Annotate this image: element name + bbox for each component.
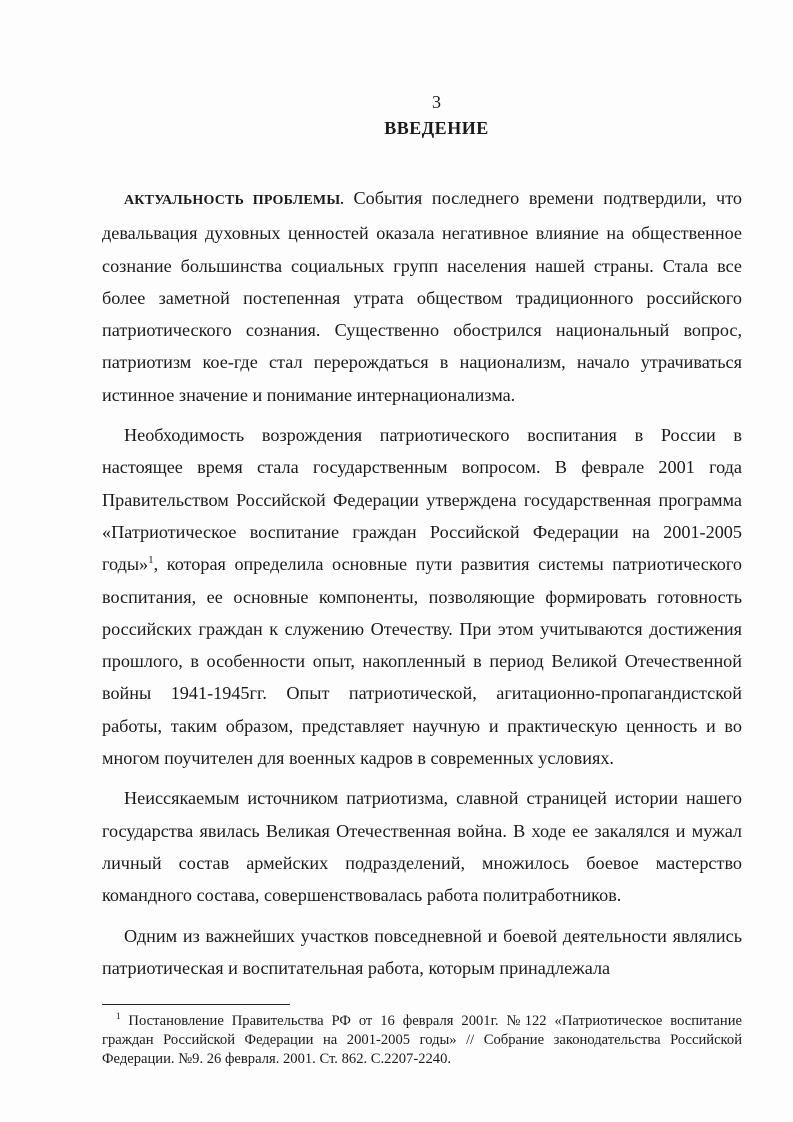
paragraph-3 [102,782,742,911]
footnote-reference: 1 [148,554,154,567]
footnote-mark: 1 [116,1011,121,1022]
paragraph-2-text-b: , которая определила основные пути развития системы патриотического воспитания, ее основные компоненты, позволяющие формировать готовность российских граждан к служению Отечеству. При этом учитываются достижения прошлого, в особенности опыт, накопленный в период Великой Отечественной войны 1941-1945гг. Опыт патриотической, агитационно-пропагандистской работы, таким образом, представляет научную и практическую ценность и во многом поучителен для военных кадров в современных условиях. [102,554,742,769]
paragraph-2-text-a: Необходимость возрождения патриотического воспитания в России в настоящее время стала государственным вопросом. В феврале 2001 года Правительством Российской Федерации утверждена государственная программа «Патриотическое воспитание граждан Российской Федерации на 2001-2005 годы» [102,425,742,575]
paragraph-1 [102,182,742,411]
body-text [102,182,742,992]
section-lead-heading: АКТУАЛЬНОСТЬ ПРОБЛЕМЫ. [124,193,344,208]
paragraph-3-text: Неиссякаемым источником патриотизма, славной страницей истории нашего государства явилась Великая Отечественная война. В ходе ее закалялся и мужал личный состав армейских подразделений, множилось боевое мастерство командного состава, совершенствовалась работа политработников. [102,788,742,906]
paragraph-2 [102,419,742,774]
footnote-separator [102,1004,290,1005]
paragraph-4-text: Одним из важнейших участков повседневной и боевой деятельности являлись патриотическая и воспитательная работа, которым принадлежала [102,925,742,978]
page-title: ВВЕДЕНИЕ [384,118,489,138]
paragraph-1-text: События последнего времени подтвердили, что девальвация духовных ценностей оказала негативное влияние на общественное сознание большинства социальных групп населения нашей страны. Стала все более заметной постепенная утрата обществом традиционного российского патриотического сознания. Существенно обострился национальный вопрос, патриотизм кое-где стал перерождаться в национализм, начало утрачиваться истинное значение и понимание интернационализма. [102,188,742,405]
paragraph-4 [102,920,742,985]
footnote [102,1012,742,1069]
footnote-text: Постановление Правительства РФ от 16 февраля 2001г. №122 «Патриотическое воспитание граждан Российской Федерации на 2001-2005 годы» // Собрание законодательства Российской Федерации. №9. 26 февраля. 2001. Ст. 862. С.2207-2240. [102,1013,742,1067]
page-number: 3 [432,92,441,112]
